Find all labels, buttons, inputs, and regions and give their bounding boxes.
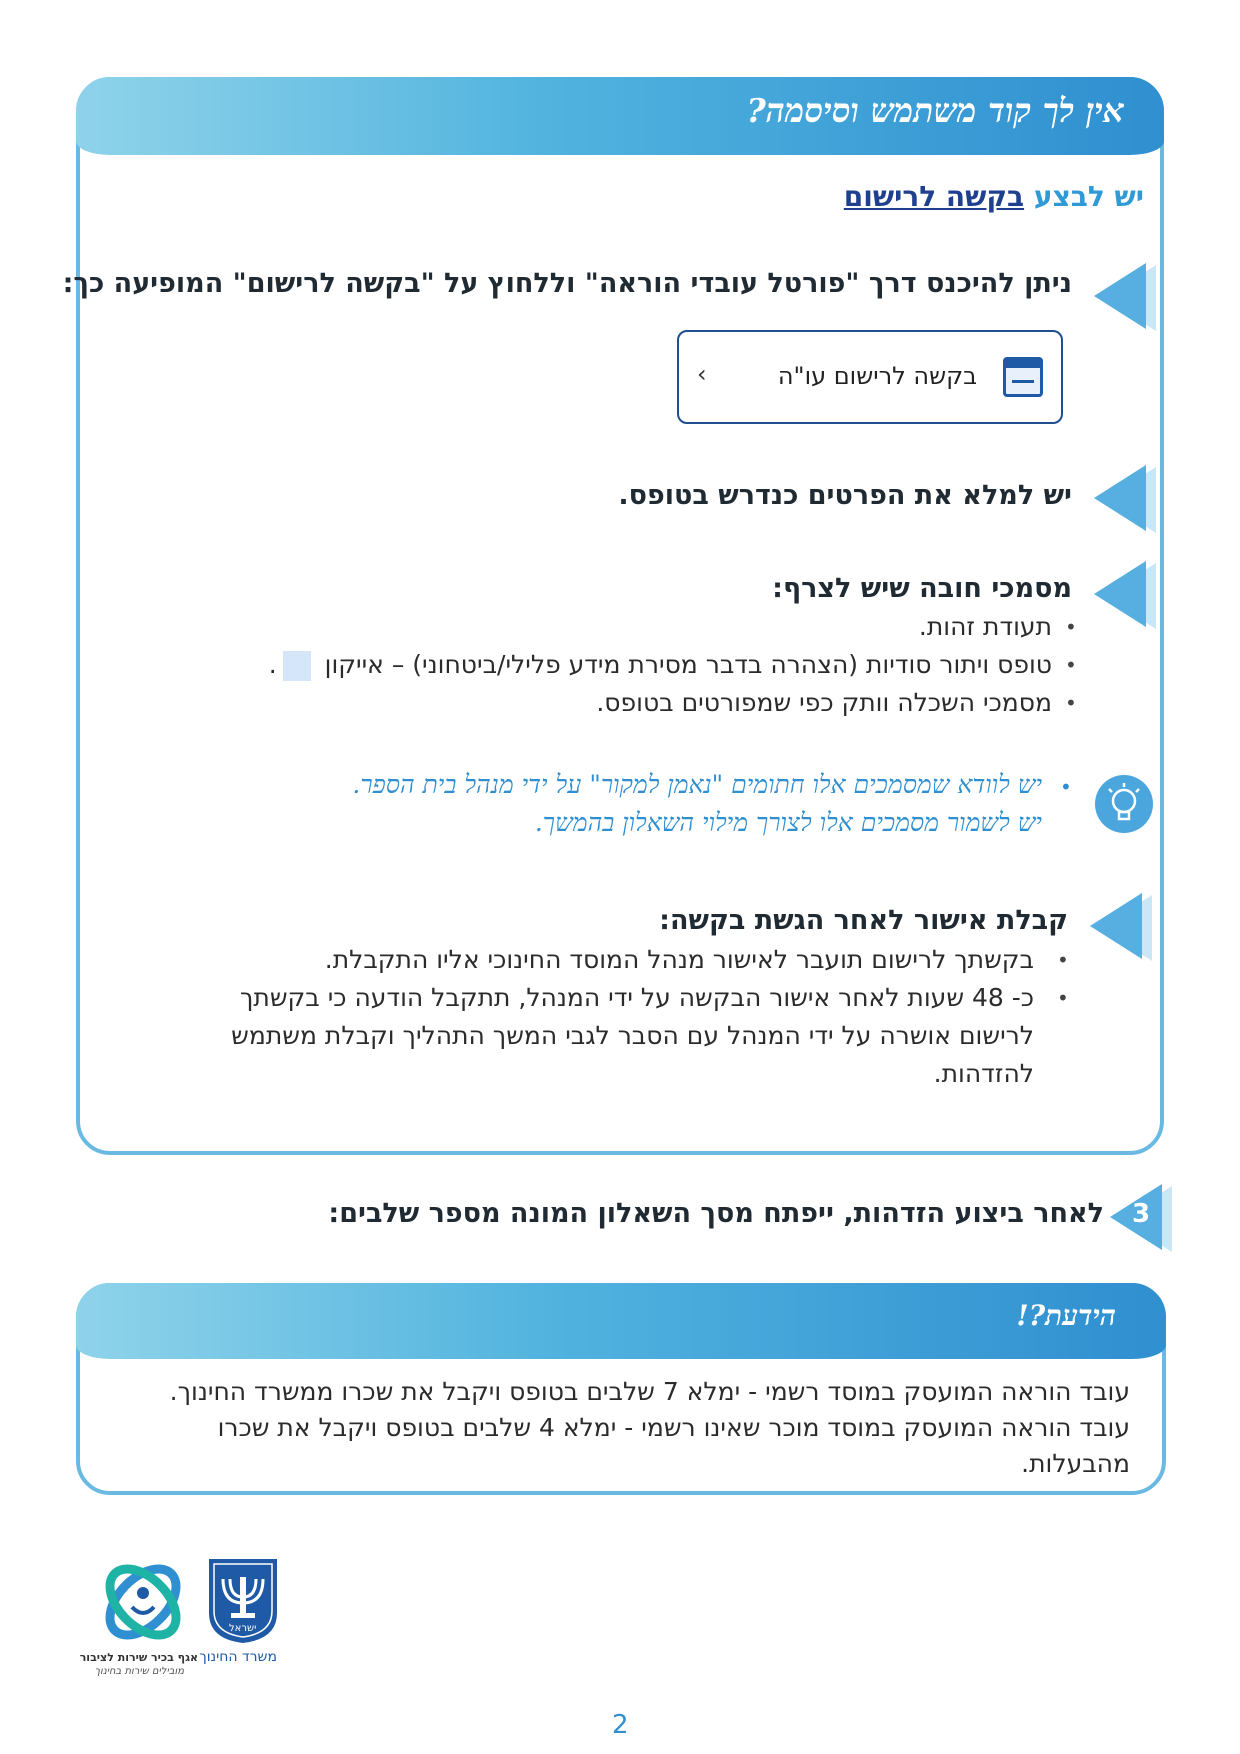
registration-panel-title: אין לך קוד משתמש וסיסמה? <box>746 91 1124 130</box>
bullet: • <box>1057 948 1069 972</box>
service-name: אגף בכיר שירות לציבור <box>79 1651 198 1664</box>
document-item: תעודת זהות. <box>918 612 1052 641</box>
form-icon <box>1003 357 1043 397</box>
bullet: • <box>1065 615 1077 639</box>
ministry-name: משרד החינוך <box>199 1649 277 1665</box>
approval-item: כ- 48 שעות לאחר אישור הבקשה על ידי המנהל, תתקבל הודעה כי בקשתך <box>239 983 1034 1012</box>
intro-prefix: יש לבצע <box>1033 180 1144 213</box>
bullet: • <box>1057 986 1069 1010</box>
approval-item: בקשתך לרישום תועבר לאישור מנהל המוסד החינוכי אליו התקבלת. <box>324 945 1034 974</box>
registration-request-button[interactable] <box>677 330 1063 424</box>
registration-request-link[interactable]: בקשה לרישום <box>843 180 1025 213</box>
confidentiality-form-icon[interactable] <box>283 651 311 681</box>
registration-panel-header <box>76 77 1164 155</box>
did-you-know-line: עובד הוראה המועסק במוסד מוכר שאינו רשמי - ימלא 4 שלבים בטופס ויקבל את שכרו <box>217 1413 1130 1442</box>
tip-line: יש לשמור מסמכים אלו לצורך מילוי השאלון בהמשך. <box>534 808 1042 837</box>
document-item-text: טופס ויתור סודיות (הצהרה בדבר מסירת מידע פלילי/ביטחוני) – אייקון <box>324 650 1052 679</box>
step-three-text: לאחר ביצוע הזדהות, ייפתח מסך השאלון המונה מספר שלבים: <box>328 1198 1104 1229</box>
documents-heading: מסמכי חובה שיש לצרף: <box>772 573 1072 604</box>
did-you-know-header <box>76 1283 1166 1359</box>
public-service-logo <box>79 1555 198 1677</box>
registration-request-button-label: בקשה לרישום עו"ה <box>777 362 977 390</box>
tip-line: יש לוודא שמסמכים אלו חתומים "נאמן למקור" על ידי מנהל בית הספר. <box>352 770 1042 799</box>
step1-text: ניתן להיכנס דרך "פורטל עובדי הוראה" וללחוץ על "בקשה לרישום" המופיעה כך: <box>62 268 1072 299</box>
service-emblem-icon <box>96 1555 190 1649</box>
did-you-know-line: מהבעלות. <box>1021 1449 1130 1478</box>
page-number: 2 <box>612 1710 629 1740</box>
document-item: טופס ויתור סודיות (הצהרה בדבר מסירת מידע פלילי/ביטחוני) – אייקון . <box>268 650 1052 679</box>
did-you-know-title: הידעת?! <box>1016 1299 1116 1332</box>
intro-line <box>844 180 1144 213</box>
approval-heading: קבלת אישור לאחר הגשת בקשה: <box>659 905 1068 936</box>
bullet: • <box>1065 653 1077 677</box>
did-you-know-line: עובד הוראה המועסק במוסד רשמי - ימלא 7 שלבים בטופס ויקבל את שכרו ממשרד החינוך. <box>169 1377 1130 1406</box>
bullet: • <box>1060 775 1072 799</box>
step-arrow <box>1094 561 1146 627</box>
approval-item: לרישום אושרה על ידי המנהל עם הסבר לגבי המשך התהליך וקבלת משתמש <box>231 1021 1034 1050</box>
service-slogan: מובילים שירות בחינוך <box>94 1666 184 1677</box>
step-arrow <box>1094 263 1146 329</box>
bullet: • <box>1065 691 1077 715</box>
document-item: מסמכי השכלה וותק כפי שמפורטים בטופס. <box>596 688 1052 717</box>
step-arrow <box>1090 893 1142 959</box>
ministry-of-education-logo <box>199 1555 285 1665</box>
step-number: 3 <box>1132 1199 1151 1229</box>
lightbulb-icon <box>1095 775 1153 833</box>
chevron-left-icon: ‹ <box>697 360 707 388</box>
step-arrow <box>1094 465 1146 531</box>
seal-text: ישראל <box>229 1623 257 1634</box>
approval-item: להזדהות. <box>933 1059 1034 1088</box>
step2-text: יש למלא את הפרטים כנדרש בטופס. <box>618 480 1072 511</box>
